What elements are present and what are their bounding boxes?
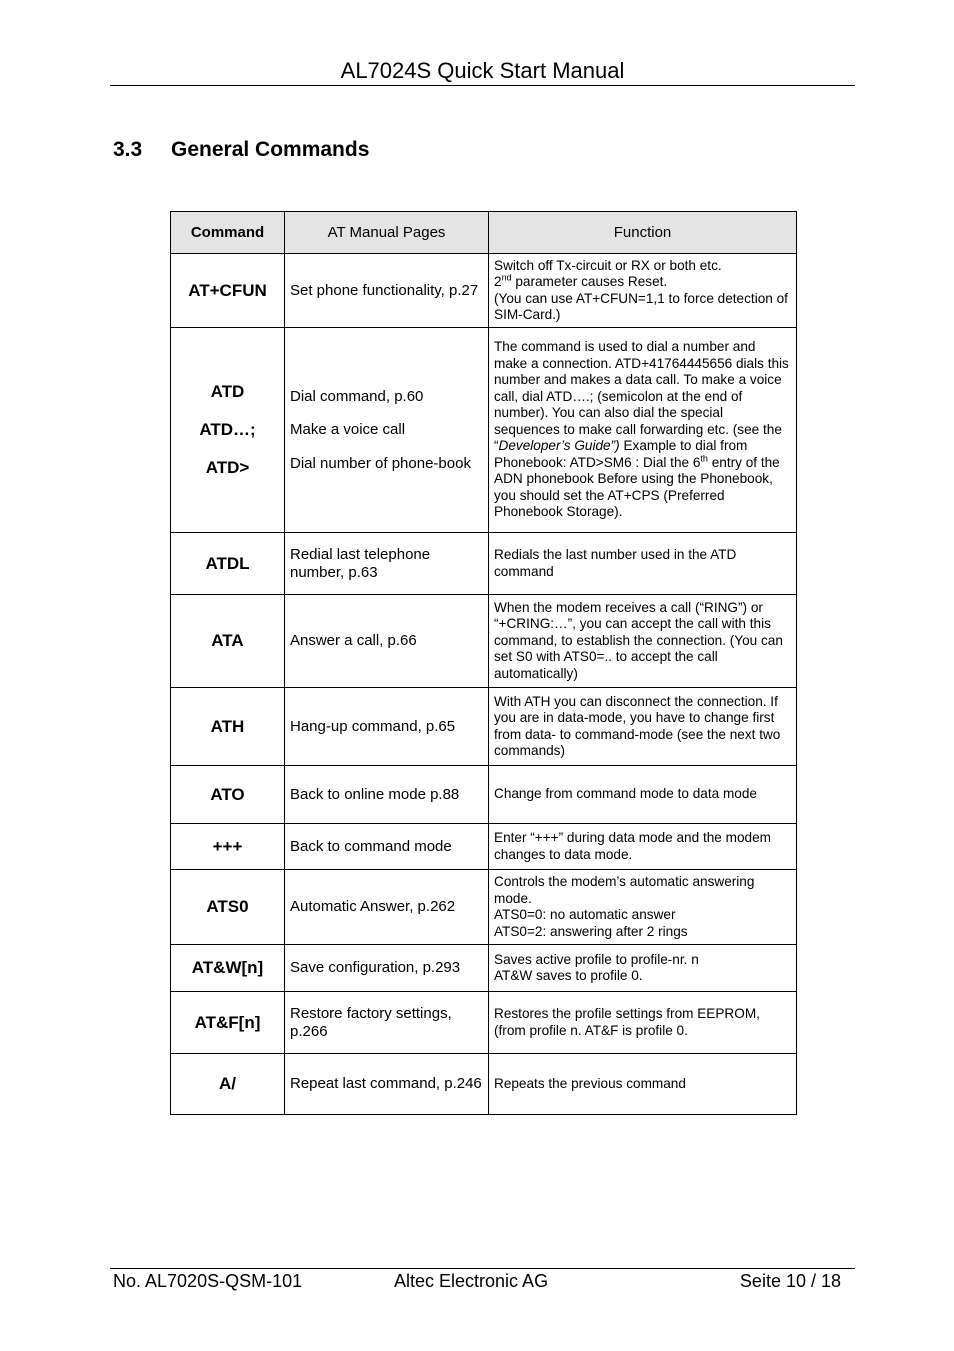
section-title: General Commands xyxy=(171,138,370,161)
table-row xyxy=(171,533,797,595)
pages-cell: Redial last telephone number, p.63 xyxy=(285,533,489,595)
pages-cell: Restore factory settings, p.266 xyxy=(285,992,489,1054)
function-cell: Enter “+++” during data mode and the modem changes to data mode. xyxy=(489,824,797,870)
table-header-row xyxy=(171,212,797,254)
superscript: th xyxy=(700,453,708,464)
table-row xyxy=(171,1054,797,1115)
command-cell: ATA xyxy=(171,595,285,688)
function-cell xyxy=(489,945,797,992)
table-row xyxy=(171,328,797,533)
table-row xyxy=(171,945,797,992)
page-footer xyxy=(110,1268,855,1299)
page-reference: Dial command, p.60 xyxy=(290,387,424,405)
command-cell: AT&W[n] xyxy=(171,945,285,992)
page-reference: Make a voice call xyxy=(290,421,406,439)
pages-cell: Answer a call, p.66 xyxy=(285,595,489,688)
table-row xyxy=(171,870,797,945)
pages-cell: Set phone functionality, p.27 xyxy=(285,254,489,328)
command-name: ATD xyxy=(210,382,245,401)
table-row xyxy=(171,992,797,1054)
command-cell xyxy=(171,328,285,533)
function-text: 2 xyxy=(494,274,502,289)
table-row xyxy=(171,254,797,328)
function-text: ATS0=2: answering after 2 rings xyxy=(494,923,688,939)
command-cell: ATS0 xyxy=(171,870,285,945)
header-title: AL7024S Quick Start Manual xyxy=(340,58,625,83)
pages-cell: Back to command mode xyxy=(285,824,489,870)
function-text: parameter causes Reset. xyxy=(511,274,668,289)
document-number: No. AL7020S-QSM-101 xyxy=(113,1271,303,1291)
command-name: ATD…; xyxy=(199,420,256,439)
table-row xyxy=(171,766,797,824)
command-name: ATD> xyxy=(205,458,250,477)
command-cell: ATO xyxy=(171,766,285,824)
section-number: 3.3 xyxy=(113,138,143,161)
pages-cell xyxy=(285,328,489,533)
function-cell xyxy=(489,254,797,328)
company-name: Altec Electronic AG xyxy=(394,1271,549,1291)
command-cell: +++ xyxy=(171,824,285,870)
function-cell: Redials the last number used in the ATD command xyxy=(489,533,797,595)
superscript: nd xyxy=(501,272,512,283)
command-cell: ATH xyxy=(171,688,285,766)
table-row xyxy=(171,595,797,688)
function-italic: Developer’s Guide”) xyxy=(498,438,620,454)
table-row xyxy=(171,688,797,766)
function-text: Example to dial from Phonebook: ATD>SM6 : Dial the 6 xyxy=(494,438,748,470)
function-text: Controls the modem’s automatic answering mode. xyxy=(494,874,755,906)
function-cell: Repeats the previous command xyxy=(489,1054,797,1115)
function-text: entry of the ADN phonebook Before using the Phonebook, you should set the AT+CPS (Preferred Phonebook Storage). xyxy=(494,454,780,520)
page-reference: Dial number of phone-book xyxy=(290,454,471,472)
column-header-command: Command xyxy=(171,212,285,254)
pages-cell: Save configuration, p.293 xyxy=(285,945,489,992)
function-cell: Restores the profile settings from EEPROM, (from profile n. AT&F is profile 0. xyxy=(489,992,797,1054)
function-text: (You can use AT+CFUN=1,1 to force detection of SIM-Card.) xyxy=(494,290,788,322)
pages-cell: Automatic Answer, p.262 xyxy=(285,870,489,945)
command-cell: A/ xyxy=(171,1054,285,1115)
command-cell: AT&F[n] xyxy=(171,992,285,1054)
function-text: ATS0=0: no automatic answer xyxy=(494,907,676,922)
function-cell xyxy=(489,870,797,945)
command-cell: ATDL xyxy=(171,533,285,595)
section-heading xyxy=(113,138,369,162)
function-text: Saves active profile to profile-nr. n xyxy=(494,951,699,967)
table-row xyxy=(171,824,797,870)
page-number: Seite 10 / 18 xyxy=(739,1271,841,1291)
function-cell xyxy=(489,328,797,533)
pages-cell: Hang-up command, p.65 xyxy=(285,688,489,766)
function-text: AT&W saves to profile 0. xyxy=(494,968,643,983)
function-text: The command is used to dial a number and make a connection. ATD+41764445656 dials this number and makes a data call. To make a voice call, dial ATD….; (semicolon at the end of number). You can also dial the special sequences to make call forwarding etc. (see the “ xyxy=(494,339,789,454)
function-cell: With ATH you can disconnect the connection. If you are in data-mode, you have to change first from data- to command-mode (see the next two commands) xyxy=(489,688,797,766)
page-header xyxy=(110,56,855,86)
pages-cell: Repeat last command, p.246 xyxy=(285,1054,489,1115)
commands-table xyxy=(170,211,797,1115)
column-header-pages: AT Manual Pages xyxy=(285,212,489,254)
pages-cell: Back to online mode p.88 xyxy=(285,766,489,824)
column-header-function: Function xyxy=(489,212,797,254)
function-cell: When the modem receives a call (“RING”) or “+CRING:…”, you can accept the call with this command, to establish the connection. (You can set S0 with ATS0=.. to accept the call automatically) xyxy=(489,595,797,688)
command-cell: AT+CFUN xyxy=(171,254,285,328)
function-text: Switch off Tx-circuit or RX or both etc. xyxy=(494,257,722,273)
function-cell: Change from command mode to data mode xyxy=(489,766,797,824)
